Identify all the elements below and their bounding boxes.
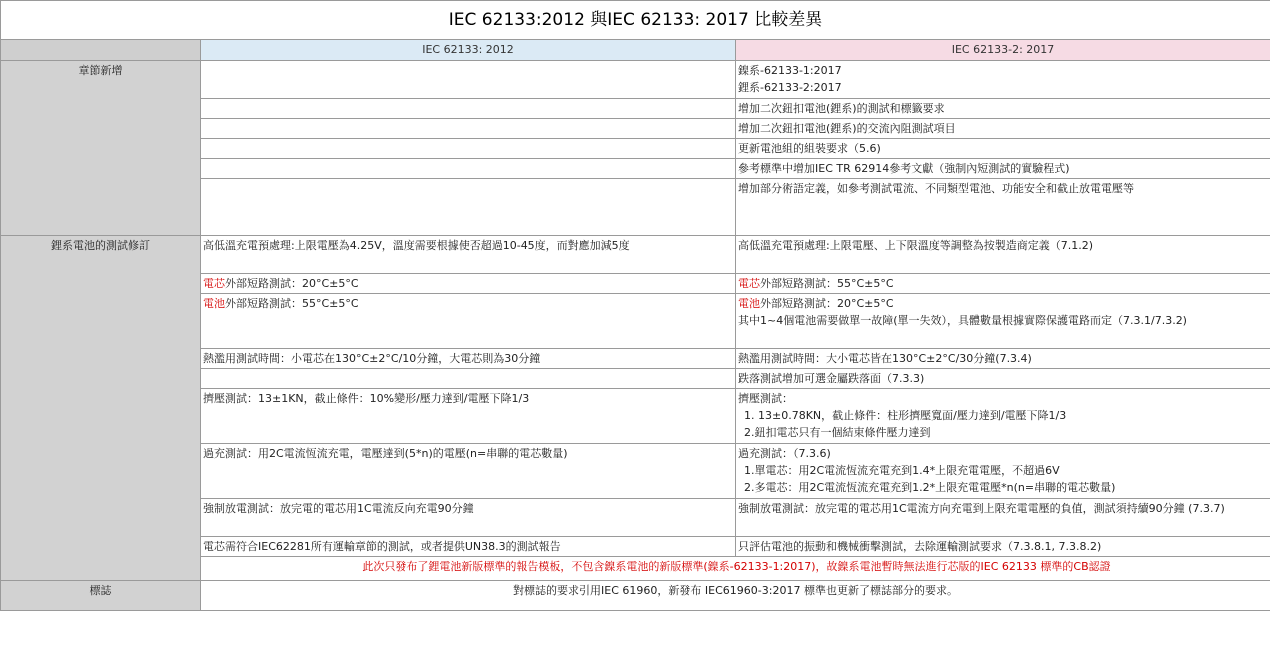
cell-line <box>738 295 1268 312</box>
cell-2017: 更新電池組的組裝要求（5.6) <box>736 139 1270 159</box>
cell-2017 <box>736 294 1270 349</box>
cell-2012 <box>201 274 736 294</box>
cell-2017: 跌落測試增加可選金屬跌落面（7.3.3) <box>736 369 1270 389</box>
header-empty <box>1 40 201 61</box>
cell-2017: 高低溫充電預處理:上限電壓、上下限溫度等調整為按製造商定義（7.1.2) <box>736 236 1270 274</box>
cell-2017 <box>736 274 1270 294</box>
cell-2012: 強制放電測試：放完電的電芯用1C電流反向充電90分鐘 <box>201 499 736 537</box>
cell-2017: 只評估電池的振動和機械衝擊測試，去除運輸測試要求（7.3.8.1, 7.3.8.2) <box>736 537 1270 557</box>
section-label-lithium-tests: 鋰系電池的測試修訂 <box>1 236 201 581</box>
cell-text: 1. 13±0.78KN，截止條件：柱形擠壓寬面/壓力達到/電壓下降1/3 <box>744 409 1067 422</box>
cell-2012: 熱濫用測試時間：小電芯在130°C±2°C/10分鐘，大電芯則為30分鐘 <box>201 349 736 369</box>
marking-text: 對標誌的要求引用IEC 61960，新發布 IEC61960-3:2017 標準也更新了標誌部分的要求。 <box>201 581 1270 611</box>
cell-2012 <box>201 99 736 119</box>
cell-text: 過充測試：（7.3.6) <box>738 447 831 460</box>
table-title: IEC 62133:2012 與IEC 62133: 2017 比較差異 <box>1 1 1270 40</box>
cell-2017 <box>736 389 1270 444</box>
cell-2012 <box>201 369 736 389</box>
cell-2012: 擠壓測試：13±1KN，截止條件：10%變形/壓力達到/電壓下降1/3 <box>201 389 736 444</box>
cell-2017 <box>736 444 1270 499</box>
cell-2017: 熱濫用測試時間：大小電芯皆在130°C±2°C/30分鐘(7.3.4) <box>736 349 1270 369</box>
header-iec-2012: IEC 62133: 2012 <box>201 40 736 61</box>
cell-2012: 過充測試：用2C電流恆流充電，電壓達到(5*n)的電壓(n=串聯的電芯數量) <box>201 444 736 499</box>
cell-text: 2.鈕扣電芯只有一個結束條件壓力達到 <box>744 426 931 439</box>
cell-text: 鋰系-62133-2:2017 <box>738 81 842 94</box>
cell-2012: 高低溫充電預處理:上限電壓為4.25V，溫度需要根據使否超過10-45度，而對應加減5度 <box>201 236 736 274</box>
cell-text: 外部短路測試：55°C±5°C <box>760 277 894 290</box>
cell-2012: 電芯需符合IEC62281所有運輸章節的測試，或者提供UN38.3的測試報告 <box>201 537 736 557</box>
nickel-note: 此次只發布了鋰電池新版標準的報告模板，不包含鎳系電池的新版標準(鎳系-62133-1:2017)，故鎳系電池暫時無法進行芯版的IEC 62133 標準的CB認證 <box>201 557 1270 581</box>
cell-2017 <box>736 61 1270 99</box>
cell-2012 <box>201 139 736 159</box>
cell-text: 其中1~4個電池需要做單一故障(單一失效），具體數量根據實際保護電路而定（7.3.1/7.3.2) <box>738 314 1187 327</box>
cell-2017: 強制放電測試：放完電的電芯用1C電流方向充電到上限充電電壓的負值，測試須持續90分鐘 (7.3.7) <box>736 499 1270 537</box>
cell-text: 外部短路測試：20°C±5°C <box>225 277 359 290</box>
cell-text: 擠壓測試： <box>738 392 793 405</box>
header-iec-2017: IEC 62133-2: 2017 <box>736 40 1270 61</box>
section-label-marking: 標誌 <box>1 581 201 611</box>
section-label-chapters: 章節新增 <box>1 61 201 236</box>
cell-2017: 參考標準中增加IEC TR 62914參考文獻（強制內短測試的實驗程式) <box>736 159 1270 179</box>
highlight-text: 電芯 <box>203 277 225 290</box>
cell-2017: 增加二次鈕扣電池(鋰系)的測試和標籤要求 <box>736 99 1270 119</box>
cell-text: 外部短路測試：55°C±5°C <box>225 297 359 310</box>
cell-2012 <box>201 61 736 99</box>
cell-2012 <box>201 179 736 236</box>
cell-text: 2.多電芯：用2C電流恆流充電充到1.2*上限充電電壓*n(n=串聯的電芯數量) <box>744 481 1116 494</box>
cell-2012 <box>201 159 736 179</box>
highlight-text: 電芯 <box>738 277 760 290</box>
cell-text: 鎳系-62133-1:2017 <box>738 64 842 77</box>
highlight-text: 電池 <box>203 297 225 310</box>
highlight-text: 電池 <box>738 297 760 310</box>
cell-text: 外部短路測試：20°C±5°C <box>760 297 894 310</box>
cell-2012 <box>201 294 736 349</box>
cell-2012 <box>201 119 736 139</box>
cell-2017: 增加部分術語定義，如參考測試電流、不同類型電池、功能安全和截止放電電壓等 <box>736 179 1270 236</box>
cell-text: 1.單電芯：用2C電流恆流充電充到1.4*上限充電電壓，不超過6V <box>744 464 1060 477</box>
cell-2017: 增加二次鈕扣電池(鋰系)的交流內阻測試項目 <box>736 119 1270 139</box>
